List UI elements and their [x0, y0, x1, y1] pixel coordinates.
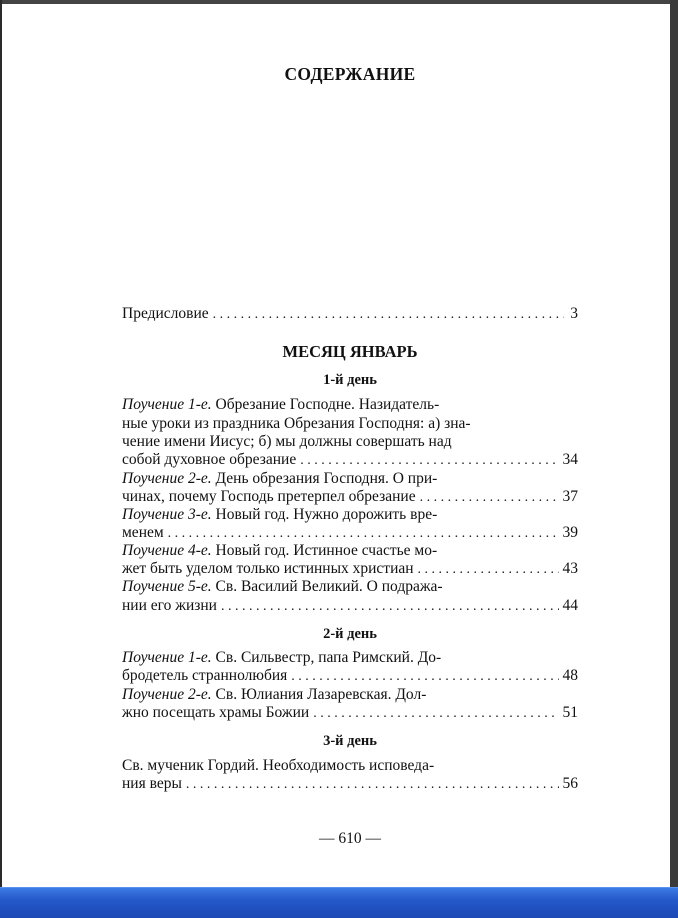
- toc-entry-line: [122, 648, 578, 668]
- page-number-footer: — 610 —: [319, 830, 381, 847]
- toc-entry-text: Св. мученик Гордий. Необходимость исповеда-: [122, 757, 435, 774]
- toc-entry-line: [122, 505, 578, 525]
- toc-entry-text: жет быть уделом только истинных христиан: [122, 560, 414, 577]
- toc-leader: [300, 451, 558, 471]
- toc-entry-line: [122, 774, 578, 794]
- toc-entry-line: [122, 703, 578, 723]
- toc-page-number: 3: [570, 305, 578, 322]
- toc-entry-line: [122, 395, 578, 415]
- toc-entry-line: чение имени Иисус; б) мы должны совершать над: [122, 433, 452, 450]
- toc-entry-line: [122, 756, 578, 776]
- toc-page-number: 44: [562, 597, 578, 614]
- lesson-prefix: Поучение 2-е.: [122, 470, 212, 487]
- lesson-prefix: Поучение 1-е.: [122, 396, 212, 413]
- toc-page-number: 39: [562, 524, 578, 541]
- toc-entry-line: [122, 596, 578, 616]
- toc-entry-text: собой духовное обрезание: [122, 451, 297, 468]
- toc-leader: [313, 704, 558, 724]
- toc-entry-text: Св. Юлиания Лазаревская. Дол-: [215, 686, 427, 703]
- section-heading-month: МЕСЯЦ ЯНВАРЬ: [282, 342, 418, 361]
- toc-page-number: 34: [562, 451, 578, 468]
- toc-leader: [221, 597, 559, 617]
- toc-entry-line: [122, 541, 578, 561]
- toc-entry-text: ния веры: [122, 775, 182, 792]
- day-heading-1: 1-й день: [323, 372, 377, 388]
- toc-entry-line: [122, 469, 578, 489]
- toc-entry-line: [122, 666, 578, 686]
- toc-entry-text: Св. Василий Великий. О подража-: [215, 578, 443, 595]
- toc-page-number: 51: [562, 704, 578, 721]
- toc-entry-line: [122, 559, 578, 579]
- toc-entry-line: [122, 450, 578, 470]
- toc-entry-text: Св. Сильвестр, папа Римский. До-: [215, 649, 442, 666]
- lesson-prefix: Поучение 5-е.: [122, 578, 212, 595]
- toc-entry-text: менем: [122, 524, 164, 541]
- lesson-prefix: Поучение 3-е.: [122, 506, 212, 523]
- toc-entry-text: Новый год. Истинное счастье мо-: [215, 542, 438, 559]
- toc-page-number: 43: [562, 560, 578, 577]
- toc-entry-text: День обрезания Господня. О при-: [215, 470, 438, 487]
- day-heading-3: 3-й день: [323, 733, 377, 749]
- toc-entry-line: [122, 487, 578, 507]
- toc-entry-line: ные уроки из праздника Обрезания Господня: а) зна-: [122, 415, 471, 432]
- toc-leader: [186, 775, 559, 795]
- toc-entry-text: бродетель страннолюбия: [122, 667, 288, 684]
- toc-entry-text: Новый год. Нужно дорожить вре-: [215, 506, 438, 523]
- toc-entry-line: [122, 577, 578, 597]
- window-right-border: [670, 0, 678, 888]
- taskbar: [0, 887, 678, 918]
- toc-entry-text: жно посещать храмы Божии: [122, 704, 310, 721]
- toc-entry-text: Обрезание Господне. Назидатель-: [215, 396, 440, 413]
- toc-leader: [291, 667, 558, 687]
- toc-entry-text: чинах, почему Господь претерпел обрезание: [122, 488, 416, 505]
- toc-entry-text: Предисловие: [122, 305, 209, 322]
- toc-preface: [122, 304, 578, 324]
- toc-leader: [213, 305, 564, 325]
- toc-page-number: 48: [562, 667, 578, 684]
- day-heading-2: 2-й день: [323, 626, 377, 642]
- toc-entry-line: [122, 685, 578, 705]
- toc-page-number: 37: [562, 488, 578, 505]
- lesson-prefix: Поучение 1-е.: [122, 649, 212, 666]
- window-top-border: [0, 0, 678, 4]
- page-title: СОДЕРЖАНИЕ: [284, 64, 416, 84]
- lesson-prefix: Поучение 2-е.: [122, 686, 212, 703]
- window-left-border: [0, 0, 2, 888]
- toc-entry-text: нии его жизни: [122, 597, 217, 614]
- lesson-prefix: Поучение 4-е.: [122, 542, 212, 559]
- toc-page-number: 56: [562, 775, 578, 792]
- toc-entry-line: [122, 523, 578, 543]
